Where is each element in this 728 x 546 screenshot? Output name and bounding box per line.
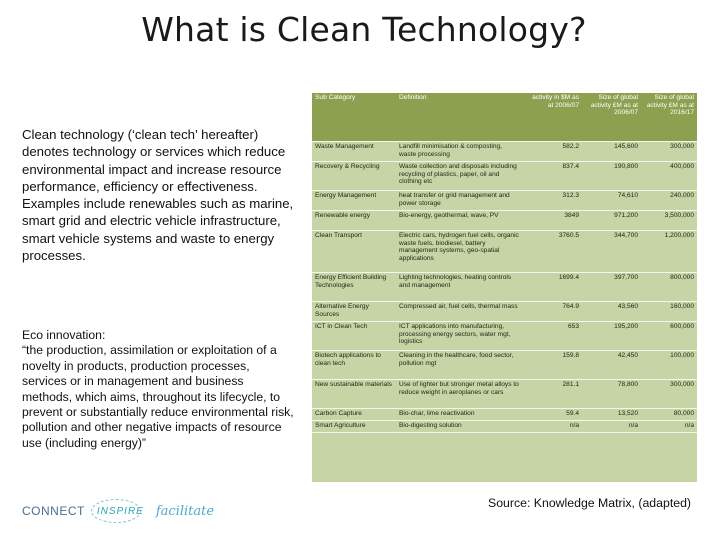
- cell-global-2016: 160,000: [641, 302, 697, 322]
- cell-definition: Bio-digesting solution: [396, 421, 523, 433]
- cell-activity-2006: 159.8: [523, 351, 582, 380]
- cell-definition: Lighting technologies, heating controls and management: [396, 273, 523, 302]
- cell-sub-category: Energy Efficient Building Technologies: [312, 273, 396, 302]
- logo-word-facilitate: facilitate: [155, 503, 215, 519]
- cell-global-2016: 400,000: [641, 162, 697, 191]
- header-sub-category: Sub Category: [312, 93, 396, 142]
- cell-activity-2006: n/a: [523, 421, 582, 433]
- cell-global-2016: 100,000: [641, 351, 697, 380]
- cell-global-2006: 74,610: [582, 191, 641, 211]
- header-global-2006: Size of global activity £M as at 2006/07: [582, 93, 641, 142]
- cell-definition: Bio-energy, geothermal, wave, PV: [396, 211, 523, 231]
- cell-definition: Use of lighter but stronger metal alloys to reduce weight in aeroplanes or cars: [396, 380, 523, 409]
- table-body: [312, 142, 697, 433]
- table-row: [312, 162, 697, 191]
- cell-definition: heat transfer or grid management and power storage: [396, 191, 523, 211]
- cell-global-2016: 600,000: [641, 322, 697, 351]
- cell-sub-category: Biotech applications to clean tech: [312, 351, 396, 380]
- table-row: [312, 322, 697, 351]
- table-row: [312, 273, 697, 302]
- clean-tech-definition: Clean technology (‘clean tech’ hereafter) denotes technology or services which reduce environmental impact and increase resource performance, efficiency or effectiveness. Examples include renewables such as marine, smart grid and electric vehicle infrastructure, smart vehicle systems and waste to energy processes.: [22, 127, 294, 264]
- cell-global-2006: 42,450: [582, 351, 641, 380]
- cell-activity-2006: 837.4: [523, 162, 582, 191]
- table-row: [312, 231, 697, 273]
- cell-global-2016: 800,000: [641, 273, 697, 302]
- cell-global-2006: n/a: [582, 421, 641, 433]
- cell-global-2006: 195,200: [582, 322, 641, 351]
- cell-activity-2006: 764.9: [523, 302, 582, 322]
- cell-global-2006: 344,700: [582, 231, 641, 273]
- cell-global-2006: 78,800: [582, 380, 641, 409]
- cell-sub-category: Renewable energy: [312, 211, 396, 231]
- table-row: [312, 302, 697, 322]
- cell-activity-2006: 3760.5: [523, 231, 582, 273]
- cell-definition: Compressed air, fuel cells, thermal mass: [396, 302, 523, 322]
- cell-activity-2006: 653: [523, 322, 582, 351]
- table-row: [312, 211, 697, 231]
- cell-global-2006: 145,600: [582, 142, 641, 162]
- cell-definition: Cleaning in the healthcare, food sector, pollution mgt: [396, 351, 523, 380]
- logo-word-connect: CONNECT: [22, 504, 85, 518]
- cell-activity-2006: 281.1: [523, 380, 582, 409]
- eco-innovation-heading: Eco innovation:: [22, 328, 106, 342]
- cell-activity-2006: 312.3: [523, 191, 582, 211]
- slide-title: What is Clean Technology?: [141, 10, 587, 49]
- clean-tech-table: [312, 93, 697, 433]
- cell-sub-category: Clean Transport: [312, 231, 396, 273]
- cell-global-2016: n/a: [641, 421, 697, 433]
- cell-global-2016: 80,000: [641, 409, 697, 421]
- cell-sub-category: Carbon Capture: [312, 409, 396, 421]
- cell-definition: Electric cars, hydrogen fuel cells, organic waste fuels, biodiesel, battery management systems, geo-spatial applications: [396, 231, 523, 273]
- cell-definition: Bio-char, lime reactivation: [396, 409, 523, 421]
- table-row: [312, 351, 697, 380]
- cell-global-2016: 3,500,000: [641, 211, 697, 231]
- table-row: [312, 380, 697, 409]
- logo-word-inspire: INSPIRE: [96, 505, 144, 517]
- cell-sub-category: Alternative Energy Sources: [312, 302, 396, 322]
- cell-global-2006: 13,520: [582, 409, 641, 421]
- cell-definition: ICT applications into manufacturing, processing energy sectors, water mgt, logistics: [396, 322, 523, 351]
- cell-sub-category: New sustainable materials: [312, 380, 396, 409]
- clean-tech-table-container: [312, 93, 697, 482]
- header-activity-2006: activity in $M as at 2006/07: [523, 93, 582, 142]
- cell-global-2016: 1,200,000: [641, 231, 697, 273]
- eco-innovation-quote: “the production, assimilation or exploitation of a novelty in products, production processes, services or in management and business methods, which aims, throughout its lifecycle, to prevent or substantially reduce environmental risk, pollution and other negative impacts of resource use (including energy)”: [22, 343, 294, 450]
- table-row: [312, 421, 697, 433]
- cell-global-2006: 971,200: [582, 211, 641, 231]
- source-caption: Source: Knowledge Matrix, (adapted): [488, 496, 692, 510]
- cell-activity-2006: 59.4: [523, 409, 582, 421]
- table-row: [312, 409, 697, 421]
- cell-global-2016: 240,000: [641, 191, 697, 211]
- cell-global-2016: 300,000: [641, 142, 697, 162]
- cell-activity-2006: 3849: [523, 211, 582, 231]
- cell-sub-category: Energy Management: [312, 191, 396, 211]
- connect-inspire-facilitate-logo: [22, 496, 214, 526]
- cell-activity-2006: 582.2: [523, 142, 582, 162]
- header-global-2016: Size of global activity £M as at 2016/17: [641, 93, 697, 142]
- cell-global-2006: 397,700: [582, 273, 641, 302]
- cell-sub-category: Recovery & Recycling: [312, 162, 396, 191]
- cell-activity-2006: 1699.4: [523, 273, 582, 302]
- cell-global-2016: 300,000: [641, 380, 697, 409]
- cell-sub-category: Waste Management: [312, 142, 396, 162]
- table-header-row: [312, 93, 697, 142]
- table-row: [312, 191, 697, 211]
- cell-global-2006: 190,800: [582, 162, 641, 191]
- cell-sub-category: ICT in Clean Tech: [312, 322, 396, 351]
- cell-definition: Waste collection and disposals including recycling of plastics, paper, oil and clothing etc: [396, 162, 523, 191]
- cell-definition: Landfill minimisation & composting, waste processing: [396, 142, 523, 162]
- eco-innovation-definition: [22, 328, 297, 451]
- cell-global-2006: 43,560: [582, 302, 641, 322]
- header-definition: Definition: [396, 93, 523, 142]
- table-row: [312, 142, 697, 162]
- cell-sub-category: Smart Agriculture: [312, 421, 396, 433]
